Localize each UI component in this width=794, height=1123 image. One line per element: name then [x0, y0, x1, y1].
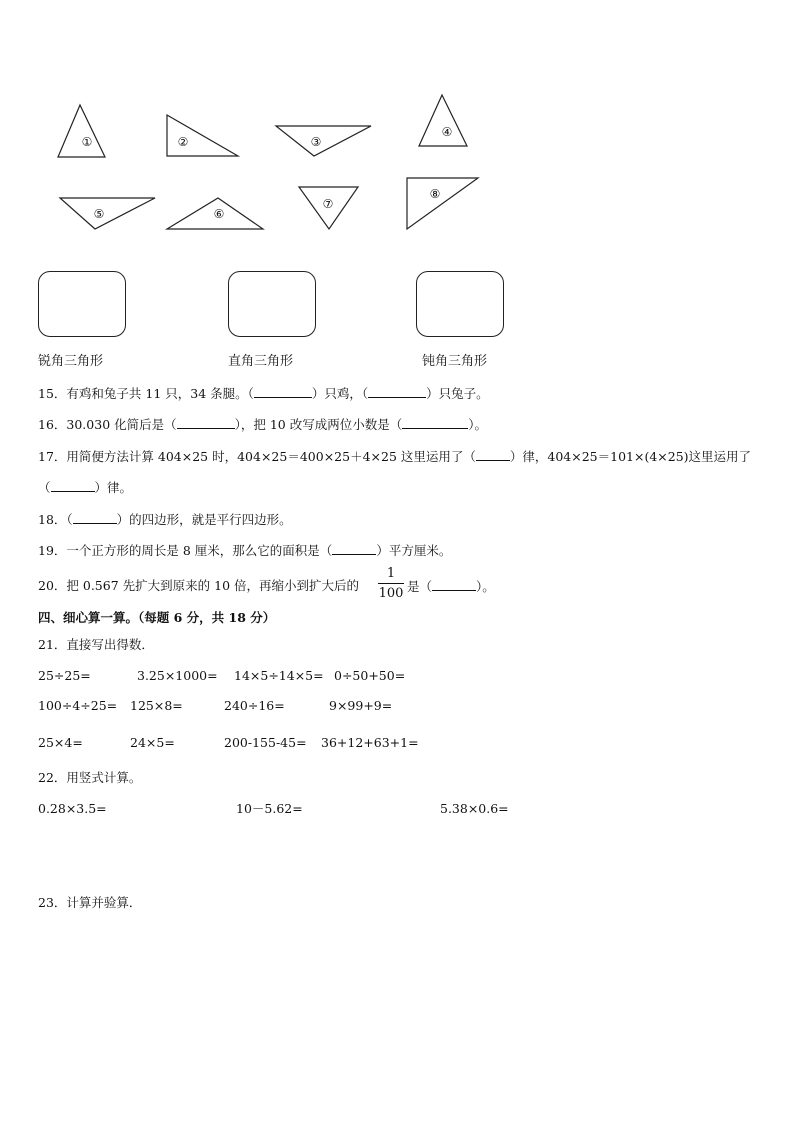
acute-answer-box[interactable] — [38, 271, 126, 337]
question-23-title: 23．计算并验算． — [38, 895, 142, 910]
q21-r3-c1: 25×4= — [38, 735, 83, 750]
q22-item-1: 0.28×3.5= — [38, 801, 107, 816]
q22-item-3: 5.38×0.6= — [440, 801, 509, 816]
triangle-8-label: ⑧ — [429, 187, 441, 201]
q16-blank-2[interactable] — [402, 416, 468, 429]
question-22-title: 22．用竖式计算。 — [38, 770, 142, 785]
q17-blank-1[interactable] — [476, 448, 510, 461]
question-16: 16．30.030 化简后是（ ），把 10 改写成两位小数是（ ）。 — [38, 417, 487, 432]
q16-blank-1[interactable] — [177, 416, 235, 429]
q18-blank[interactable] — [73, 511, 117, 524]
triangle-3-label: ③ — [310, 135, 322, 149]
label-obtuse: 钝角三角形 — [422, 354, 488, 369]
triangle-5-label: ⑤ — [93, 207, 105, 221]
q21-r1-c4: 0÷50+50= — [334, 668, 406, 683]
q21-r1-c3: 14×5÷14×5= — [234, 668, 324, 683]
question-15: 15．有鸡和兔子共 11 只，34 条腿。（ ）只鸡，（ ）只兔子。 — [38, 386, 489, 401]
q17-blank-2[interactable] — [51, 479, 95, 492]
label-right: 直角三角形 — [228, 354, 294, 369]
right-answer-box[interactable] — [228, 271, 316, 337]
fraction-denominator: 100 — [378, 586, 404, 601]
triangle-1-label: ① — [81, 135, 93, 149]
question-21-title: 21．直接写出得数． — [38, 637, 154, 652]
q21-r2-c2: 125×8= — [130, 698, 183, 713]
question-19: 19．一个正方形的周长是 8 厘米，那么它的面积是（ ）平方厘米。 — [38, 543, 452, 558]
q21-r2-c1: 100÷4÷25= — [38, 698, 118, 713]
q15-blank-2[interactable] — [368, 385, 426, 398]
triangle-figures — [0, 0, 794, 260]
triangle-2-label: ② — [177, 135, 189, 149]
question-20-text: 20．把 0.567 先扩大到原来的 10 倍，再缩小到扩大后的 — [38, 578, 359, 593]
q22-item-2: 10－5.62= — [236, 801, 303, 816]
q21-r2-c3: 240÷16= — [224, 698, 285, 713]
question-20-tail: 是（ ）。 — [407, 579, 495, 594]
fraction-numerator: 1 — [386, 566, 396, 581]
triangle-7-label: ⑦ — [322, 197, 334, 211]
triangle-4-label: ④ — [441, 125, 453, 139]
q20-blank[interactable] — [432, 578, 476, 591]
q21-r2-c4: 9×99+9= — [329, 698, 393, 713]
q19-blank[interactable] — [332, 542, 376, 555]
q21-r3-c4: 36+12+63+1= — [321, 735, 419, 750]
section-4-heading: 四、细心算一算。（每题 6 分，共 18 分） — [38, 610, 276, 625]
question-18: 18．（ ）的四边形，就是平行四边形。 — [38, 512, 292, 527]
q21-r3-c2: 24×5= — [130, 735, 175, 750]
q21-r1-c1: 25÷25= — [38, 668, 91, 683]
triangle-8 — [407, 178, 478, 229]
triangle-3 — [276, 126, 371, 156]
obtuse-answer-box[interactable] — [416, 271, 504, 337]
triangle-5 — [60, 198, 155, 229]
triangle-1 — [58, 105, 105, 157]
q20-fraction — [378, 566, 404, 601]
question-17-line-2: （ ）律。 — [38, 480, 133, 495]
q15-blank-1[interactable] — [254, 385, 312, 398]
triangle-6-label: ⑥ — [213, 207, 225, 221]
q21-r3-c3: 200-155-45= — [224, 735, 307, 750]
label-acute: 锐角三角形 — [38, 354, 104, 369]
question-17-line-1: 17．用简便方法计算 404×25 时，404×25＝400×25＋4×25 这里运用了（ ）律，404×25＝101×(4×25)这里运用了 — [38, 449, 752, 464]
q21-r1-c2: 3.25×1000= — [137, 668, 218, 683]
